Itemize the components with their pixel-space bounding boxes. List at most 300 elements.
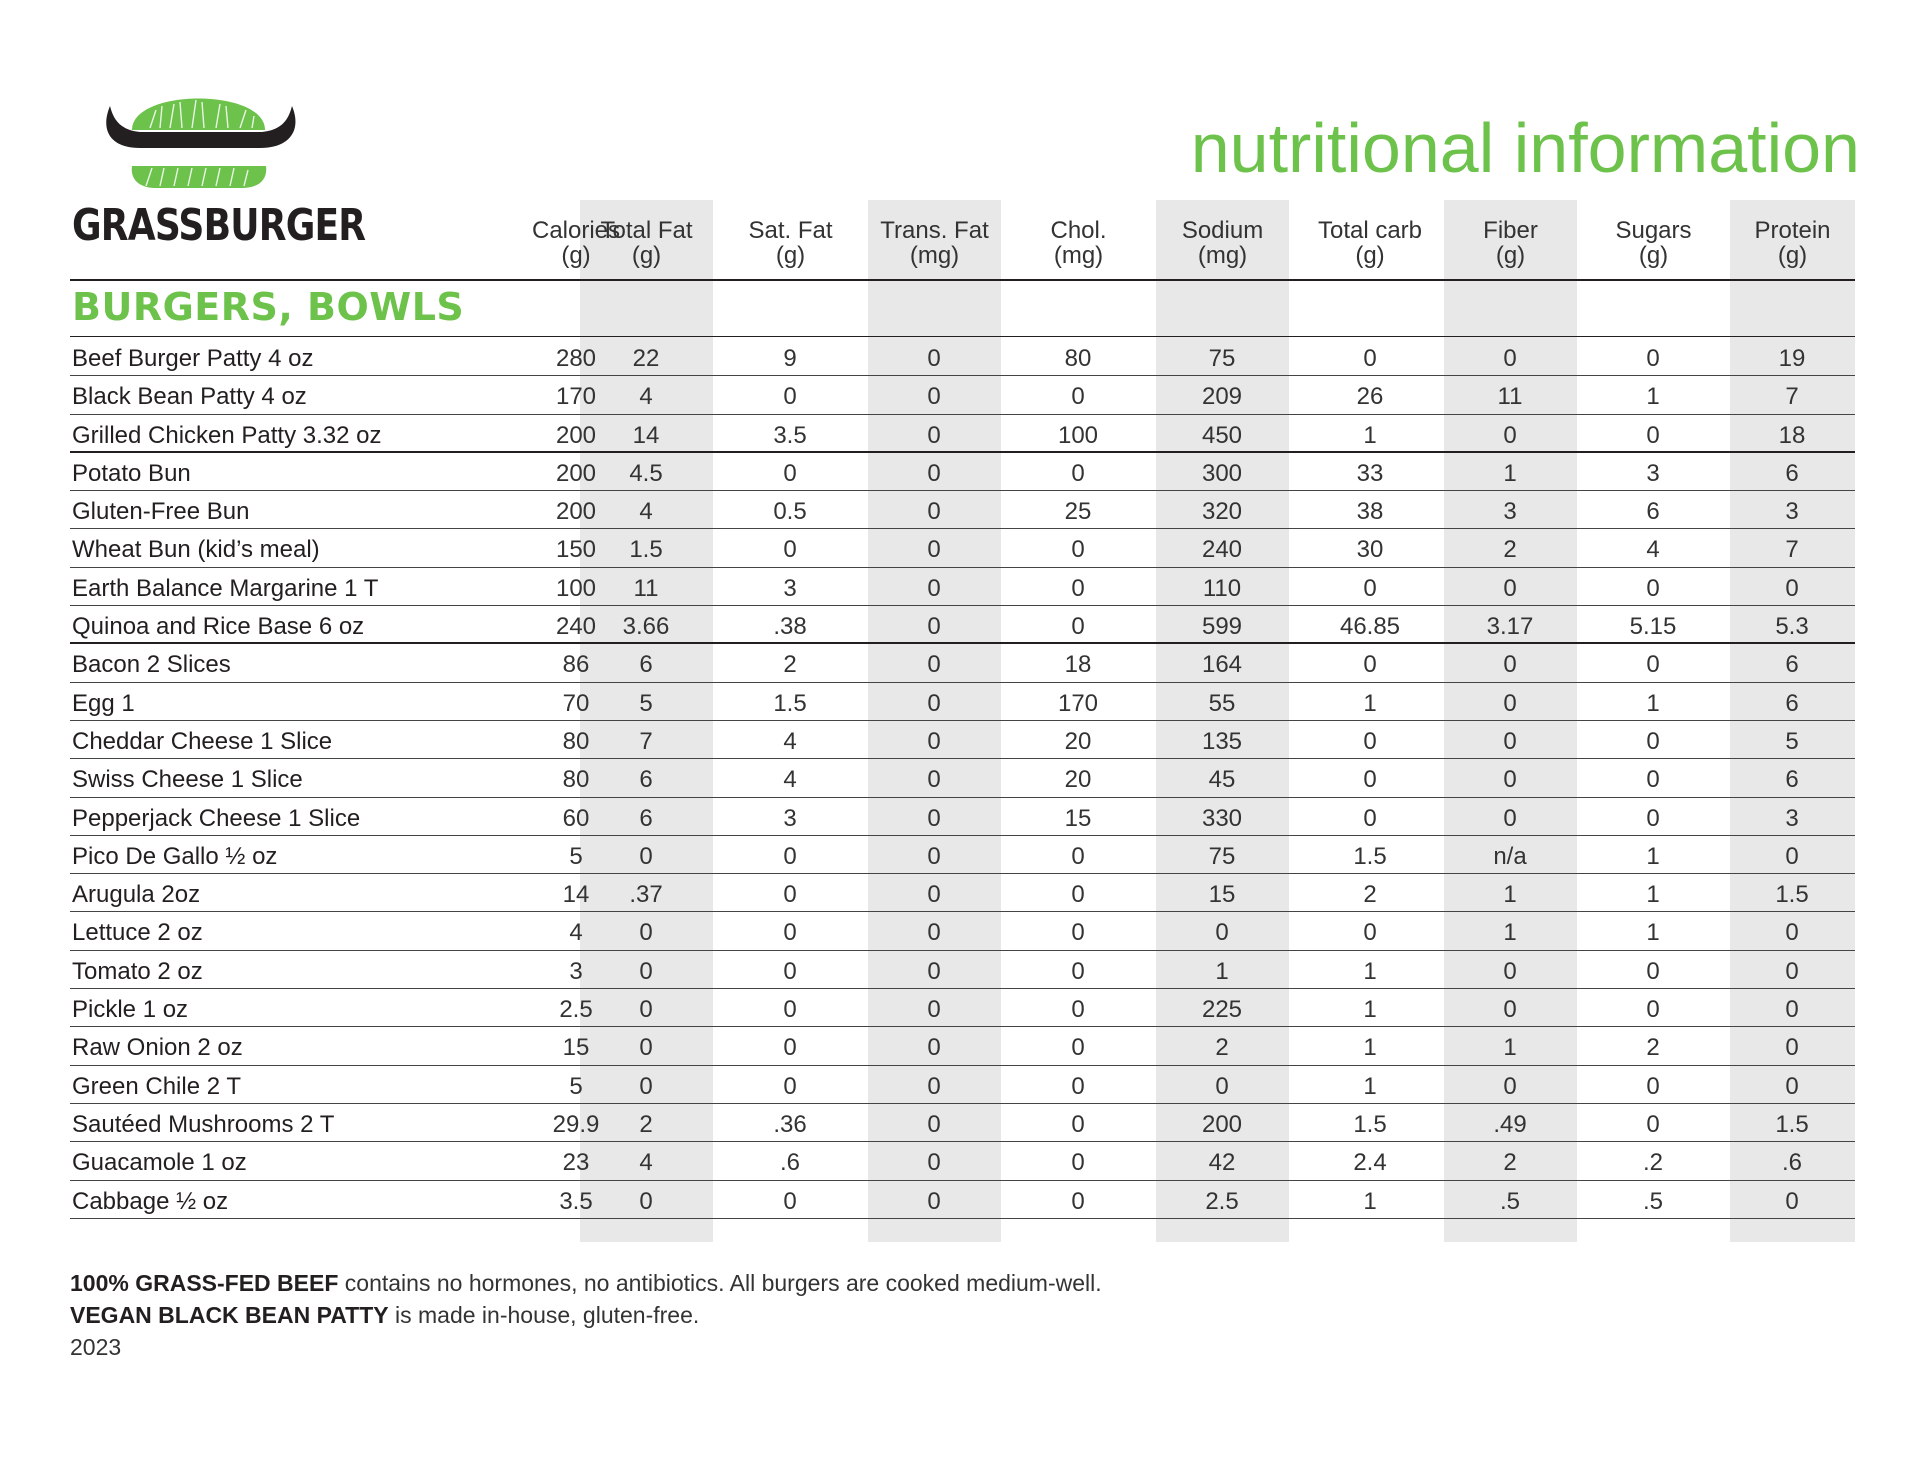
nutrient-value: 280 (555, 345, 597, 372)
nutrient-value: 0 (783, 1187, 797, 1215)
nutrient-value: 2.4 (1353, 1149, 1387, 1177)
nutrient-value: 0 (1785, 1072, 1799, 1100)
nutrient-value: 0 (1215, 1072, 1229, 1100)
nutrient-value: 0 (1503, 996, 1517, 1024)
item-name: Egg 1 (72, 689, 135, 717)
nutrient-value: 80 (562, 766, 590, 794)
item-name: Sautéed Mushrooms 2 T (72, 1110, 335, 1138)
nutrient-value: 20 (1064, 766, 1092, 794)
nutrient-value: 1 (1503, 881, 1517, 909)
nutrient-value: 6 (1785, 459, 1799, 487)
nutrient-value: 0 (1071, 1187, 1085, 1215)
nutrient-value: 6 (1785, 766, 1799, 794)
column-unit: (g) (631, 242, 662, 269)
nutrient-value: 2 (639, 1110, 653, 1138)
nutrient-value: 0 (927, 651, 941, 679)
nutrient-value: 0 (927, 996, 941, 1024)
nutrient-value: 0 (927, 766, 941, 794)
nutrient-value: 0 (1785, 1187, 1799, 1215)
nutrient-value: 0 (1363, 727, 1377, 755)
nutrient-value: .6 (1781, 1149, 1802, 1177)
column-label: Sugars (1615, 217, 1692, 244)
nutrient-value: 15 (1064, 804, 1092, 832)
table-row (70, 338, 1855, 376)
nutrient-value: 1 (1363, 689, 1377, 717)
column-header-trans-fat (868, 218, 1001, 268)
nutrient-value: 0 (1785, 842, 1799, 870)
nutrient-value: 0 (927, 1034, 941, 1062)
item-name: Swiss Cheese 1 Slice (72, 766, 303, 794)
nutrient-value: 0 (783, 842, 797, 870)
nutrient-value: 5 (639, 689, 653, 717)
footnote-text: is made in-house, gluten-free. (388, 1302, 700, 1328)
nutrient-value: 42 (1208, 1149, 1236, 1177)
footnote-vegan (70, 1302, 699, 1329)
nutrient-value: 0 (783, 957, 797, 985)
nutrient-value: 3.5 (773, 421, 807, 449)
nutrient-value: 14 (632, 421, 660, 449)
nutrient-value: 0 (1646, 957, 1660, 985)
nutrient-value: 6 (639, 804, 653, 832)
nutrient-value: 1.5 (1775, 1110, 1809, 1138)
nutrient-value: 6 (1785, 689, 1799, 717)
nutrient-value: 0 (927, 881, 941, 909)
nutrient-value: 18 (1778, 421, 1806, 449)
nutrient-value: 6 (1785, 651, 1799, 679)
nutrient-value: 9 (783, 345, 797, 372)
item-name: Wheat Bun (kid’s meal) (72, 536, 320, 564)
nutrient-value: 0 (1646, 1110, 1660, 1138)
nutrient-value: 0 (1071, 574, 1085, 602)
nutrient-value: 2 (1646, 1034, 1660, 1062)
nutrient-value: 86 (562, 651, 590, 679)
nutrient-value: 3 (1503, 498, 1517, 526)
nutrient-value: 0 (927, 689, 941, 717)
nutrient-value: 33 (1356, 459, 1384, 487)
item-name: Cabbage ½ oz (72, 1187, 229, 1215)
item-name: Bacon 2 Slices (72, 651, 231, 679)
nutrient-value: 3 (569, 957, 583, 985)
nutrient-value: 1 (1646, 919, 1660, 947)
table-row (70, 798, 1855, 836)
nutrient-value: .5 (1499, 1187, 1520, 1215)
nutrient-value: 135 (1201, 727, 1243, 755)
nutrient-value: 0 (927, 421, 941, 449)
section-divider (70, 336, 1855, 337)
nutrient-value: 0 (639, 996, 653, 1024)
nutrient-value: 1 (1646, 881, 1660, 909)
nutrient-value: 0 (1363, 345, 1377, 372)
nutrient-value: 4 (1646, 536, 1660, 564)
nutrient-value: 25 (1064, 498, 1092, 526)
column-header-protein (1730, 218, 1855, 268)
nutrient-value: 209 (1201, 383, 1243, 411)
nutrient-value: 0 (783, 996, 797, 1024)
nutrient-value: 55 (1208, 689, 1236, 717)
nutrient-value: 0 (783, 459, 797, 487)
nutrient-value: 3 (783, 804, 797, 832)
nutrient-value: 0 (1503, 345, 1517, 372)
column-label: Total carb (1317, 217, 1423, 244)
nutrient-value: 3 (1646, 459, 1660, 487)
column-label: Sodium (1181, 217, 1264, 244)
nutrient-value: 0 (1785, 919, 1799, 947)
column-unit: (g) (1638, 242, 1669, 269)
nutrient-value: 1 (1215, 957, 1229, 985)
nutrient-value: 75 (1208, 842, 1236, 870)
column-unit: (mg) (1053, 242, 1104, 269)
item-name: Pico De Gallo ½ oz (72, 842, 278, 870)
nutrient-value: 4 (639, 1149, 653, 1177)
nutrient-value: 0 (639, 957, 653, 985)
nutrient-value: 300 (1201, 459, 1243, 487)
table-row (70, 529, 1855, 567)
nutrient-value: 0 (927, 957, 941, 985)
nutrient-value: 1 (1503, 919, 1517, 947)
table-row (70, 874, 1855, 912)
column-header-sodium (1156, 218, 1289, 268)
table-row (70, 606, 1855, 644)
brand-name: GRASSBURGER (72, 200, 366, 251)
column-label: Calories (531, 217, 621, 244)
nutrient-value: 0 (927, 383, 941, 411)
nutrient-value: 0 (927, 536, 941, 564)
item-name: Earth Balance Margarine 1 T (72, 574, 379, 602)
footnote-year (70, 1334, 121, 1361)
nutrient-value: 0 (927, 459, 941, 487)
nutrient-value: 0 (1646, 1072, 1660, 1100)
nutrient-value: 0 (1785, 1034, 1799, 1062)
nutrient-value: 0 (1215, 919, 1229, 947)
nutrient-value: 0 (927, 574, 941, 602)
nutrient-value: 164 (1201, 651, 1243, 679)
nutrient-value: 23 (562, 1149, 590, 1177)
nutrient-value: 1 (1646, 689, 1660, 717)
table-row (70, 989, 1855, 1027)
nutrient-value: 0 (1503, 727, 1517, 755)
column-unit: (g) (561, 242, 591, 269)
nutrient-value: 75 (1208, 345, 1236, 372)
item-name: Quinoa and Rice Base 6 oz (72, 613, 365, 641)
nutrient-value: 150 (555, 536, 597, 564)
nutrient-value: 0 (927, 345, 941, 372)
nutrient-value: 4 (639, 498, 653, 526)
nutrient-value: 1 (1363, 421, 1377, 449)
nutrient-value: 0 (1071, 1034, 1085, 1062)
nutrient-value: 0 (783, 919, 797, 947)
nutrient-value: 2.5 (1205, 1187, 1239, 1215)
table-row (70, 1027, 1855, 1065)
table-row (70, 951, 1855, 989)
nutrient-value: 0 (1646, 421, 1660, 449)
nutrient-value: 240 (1201, 536, 1243, 564)
nutrient-value: 20 (1064, 727, 1092, 755)
nutrient-value: 46.85 (1339, 613, 1401, 641)
nutrient-value: 14 (562, 881, 590, 909)
nutrient-value: 0 (1646, 345, 1660, 372)
table-row (70, 415, 1855, 453)
nutrient-value: 0 (1503, 766, 1517, 794)
nutrient-value: 200 (1201, 1110, 1243, 1138)
column-label: Chol. (1050, 217, 1107, 244)
column-unit: (g) (1355, 242, 1385, 269)
nutrient-value: 0 (1646, 996, 1660, 1024)
nutrient-value: 0 (783, 536, 797, 564)
item-name: Tomato 2 oz (72, 957, 203, 985)
nutrient-value: 30 (1356, 536, 1384, 564)
nutrient-value: 0 (927, 1149, 941, 1177)
nutrient-value: 0 (1363, 651, 1377, 679)
table-row (70, 453, 1855, 491)
nutrient-value: 2 (1503, 1149, 1517, 1177)
nutrient-value: 0 (783, 1034, 797, 1062)
nutrient-value: .49 (1493, 1110, 1527, 1138)
column-header-fiber (1444, 218, 1577, 268)
item-name: Grilled Chicken Patty 3.32 oz (72, 421, 382, 449)
nutrient-value: 0 (927, 842, 941, 870)
nutrient-value: 0 (783, 1072, 797, 1100)
nutrient-value: 18 (1064, 651, 1092, 679)
nutrient-value: 0 (1071, 613, 1085, 641)
nutrient-value: 5.3 (1775, 613, 1809, 641)
table-row (70, 759, 1855, 797)
nutrient-value: 200 (555, 421, 597, 449)
nutrient-value: 7 (639, 727, 653, 755)
nutrient-value: .6 (779, 1149, 800, 1177)
item-name: Beef Burger Patty 4 oz (72, 345, 314, 372)
footnote-bold: VEGAN BLACK BEAN PATTY (70, 1302, 389, 1328)
nutrient-value: 6 (639, 766, 653, 794)
table-header (70, 200, 1855, 281)
nutrient-value: 0 (1646, 727, 1660, 755)
nutrient-value: 0 (927, 1110, 941, 1138)
nutrient-value: 2 (783, 651, 797, 679)
nutrient-value: 1 (1363, 1072, 1377, 1100)
item-name: Pickle 1 oz (72, 996, 189, 1024)
nutrient-value: 450 (1201, 421, 1243, 449)
column-label: Total Fat (600, 217, 693, 244)
table-row (70, 721, 1855, 759)
nutrient-value: 240 (555, 613, 597, 641)
nutrient-value: 0 (1785, 957, 1799, 985)
item-name: Pepperjack Cheese 1 Slice (72, 804, 361, 832)
column-unit: (g) (1777, 242, 1808, 269)
nutrient-value: 0 (927, 727, 941, 755)
nutrient-value: 599 (1201, 613, 1243, 641)
nutrient-value: 60 (562, 804, 590, 832)
nutrient-value: 110 (1202, 574, 1242, 602)
column-label: Fiber (1483, 217, 1538, 244)
nutrient-value: 0 (927, 919, 941, 947)
nutrient-value: 0 (1503, 421, 1517, 449)
nutrient-value: 1 (1363, 957, 1377, 985)
nutrient-value: 0 (1503, 957, 1517, 985)
nutrient-value: 0 (1503, 574, 1517, 602)
footnote-text: contains no hormones, no antibiotics. All burgers are cooked medium-well. (338, 1270, 1102, 1296)
nutrient-value: 0 (1071, 1072, 1085, 1100)
nutrient-value: 4 (783, 766, 797, 794)
column-unit: (mg) (909, 242, 960, 269)
nutrient-value: 3 (783, 574, 797, 602)
table-row (70, 836, 1855, 874)
nutrient-value: 1 (1503, 459, 1517, 487)
table-row (70, 568, 1855, 606)
nutrient-value: 38 (1356, 498, 1384, 526)
nutrient-value: 0 (1503, 651, 1517, 679)
nutrient-value: 200 (555, 459, 597, 487)
nutrient-value: 225 (1201, 996, 1243, 1024)
nutrient-value: 0 (1503, 804, 1517, 832)
nutrient-value: 1 (1363, 996, 1377, 1024)
nutrient-value: 1 (1363, 1187, 1377, 1215)
item-name: Black Bean Patty 4 oz (72, 383, 307, 411)
nutrient-value: n/a (1493, 842, 1527, 870)
nutrient-value: 100 (555, 574, 597, 602)
nutrient-value: 0 (927, 804, 941, 832)
nutrient-value: 19 (1778, 345, 1806, 372)
nutrient-value: 45 (1208, 766, 1236, 794)
nutrient-value: 4 (783, 727, 797, 755)
nutrient-value: 0 (927, 498, 941, 526)
nutrient-value: 4 (639, 383, 653, 411)
nutrient-value: 320 (1201, 498, 1243, 526)
table-row (70, 1066, 1855, 1104)
nutrient-value: 0 (783, 881, 797, 909)
column-header-chol (1012, 218, 1145, 268)
nutrient-value: 0 (1071, 996, 1085, 1024)
nutrient-value: 0 (639, 1034, 653, 1062)
nutrient-value: .38 (773, 613, 807, 641)
table-row (70, 491, 1855, 529)
nutrient-value: 0 (1363, 919, 1377, 947)
nutrient-value: 100 (1057, 421, 1099, 449)
nutrient-value: 0 (639, 1187, 653, 1215)
item-name: Potato Bun (72, 459, 191, 487)
nutrient-value: 330 (1201, 804, 1243, 832)
table-row (70, 1181, 1855, 1219)
item-name: Arugula 2oz (72, 881, 201, 909)
section-title: BURGERS, BOWLS (72, 285, 465, 329)
column-unit: (g) (1495, 242, 1526, 269)
table-row (70, 644, 1855, 682)
item-name: Cheddar Cheese 1 Slice (72, 727, 333, 755)
nutrient-value: 5 (569, 842, 583, 870)
table-body (70, 338, 1855, 1219)
nutrient-value: 2.5 (559, 996, 593, 1024)
item-name: Gluten-Free Bun (72, 498, 250, 526)
column-header-sugars (1587, 218, 1720, 268)
nutrient-value: 170 (1057, 689, 1099, 717)
table-row (70, 376, 1855, 414)
nutrient-value: 0 (1071, 1149, 1085, 1177)
column-label: Trans. Fat (880, 217, 989, 244)
nutrient-value: 0 (927, 1187, 941, 1215)
table-row (70, 912, 1855, 950)
nutrient-value: 0 (1071, 842, 1085, 870)
column-header-total-fat (580, 218, 713, 268)
nutrient-value: 2 (1363, 881, 1377, 909)
item-name: Raw Onion 2 oz (72, 1034, 243, 1062)
item-name: Green Chile 2 T (72, 1072, 241, 1100)
nutrient-value: 5 (1785, 727, 1799, 755)
column-label: Protein (1754, 217, 1831, 244)
nutrient-value: 0 (1071, 1110, 1085, 1138)
nutrient-value: 0 (1646, 574, 1660, 602)
nutrient-value: 1.5 (773, 689, 807, 717)
column-unit: (mg) (1197, 242, 1248, 269)
nutrient-value: 0 (1785, 574, 1799, 602)
nutrient-value: 3.5 (559, 1187, 593, 1215)
nutrient-value: 3 (1785, 498, 1799, 526)
nutrient-value: 0 (1071, 957, 1085, 985)
nutrient-value: 6 (1646, 498, 1660, 526)
nutrient-value: 26 (1356, 383, 1384, 411)
nutrient-value: 0 (1071, 881, 1085, 909)
nutrient-value: 6 (639, 651, 653, 679)
nutrient-value: 1 (1363, 1034, 1377, 1062)
nutrient-value: 170 (555, 383, 597, 411)
nutrient-value: 0 (1071, 919, 1085, 947)
nutrient-value: 15 (562, 1034, 590, 1062)
nutrient-value: 0 (783, 383, 797, 411)
nutrient-value: 1 (1646, 842, 1660, 870)
nutrient-value: 3.66 (622, 613, 670, 641)
footnote-grass-fed (70, 1270, 1102, 1297)
nutrient-value: 11 (633, 574, 659, 602)
nutrient-value: 0 (1071, 536, 1085, 564)
nutrient-value: 3.17 (1486, 613, 1534, 641)
footnote-bold: 100% GRASS-FED BEEF (70, 1270, 339, 1296)
nutrient-value: .5 (1642, 1187, 1663, 1215)
nutrient-value: 0 (1646, 804, 1660, 832)
column-header-total-carb (1290, 218, 1450, 268)
nutrient-value: 7 (1785, 383, 1799, 411)
page-title: nutritional information (1190, 109, 1860, 187)
column-label: Sat. Fat (748, 217, 833, 244)
table-row (70, 1142, 1855, 1180)
column-header-sat-fat (724, 218, 857, 268)
nutrient-value: 80 (562, 727, 590, 755)
nutrient-value: 2 (1503, 536, 1517, 564)
column-unit: (g) (775, 242, 806, 269)
nutrient-value: 0 (639, 1072, 653, 1100)
nutrient-value: 7 (1785, 536, 1799, 564)
nutrient-value: 0 (639, 842, 653, 870)
nutrient-value: .37 (629, 881, 663, 909)
item-name: Guacamole 1 oz (72, 1149, 247, 1177)
nutrient-value: 80 (1064, 345, 1092, 372)
nutrient-value: 1.5 (1775, 881, 1809, 909)
nutrient-value: 1 (1503, 1034, 1517, 1062)
nutrient-value: 15 (1208, 881, 1236, 909)
nutrient-value: 3 (1785, 804, 1799, 832)
nutrient-value: 0 (1071, 459, 1085, 487)
nutrient-value: 0 (927, 1072, 941, 1100)
nutrient-value: 11 (1497, 383, 1523, 411)
nutrient-value: 0.5 (773, 498, 807, 526)
nutrient-value: 0 (1646, 766, 1660, 794)
nutrient-value: 0 (1503, 1072, 1517, 1100)
nutrient-value: 0 (927, 613, 941, 641)
nutrient-value: 0 (1071, 383, 1085, 411)
nutrient-value: 200 (555, 498, 597, 526)
nutrient-value: 0 (1363, 804, 1377, 832)
nutrient-value: 0 (1503, 689, 1517, 717)
table-row (70, 683, 1855, 721)
nutrient-value: 5.15 (1629, 613, 1677, 641)
nutrient-value: 1.5 (1353, 1110, 1387, 1138)
nutrient-value: 70 (562, 689, 590, 717)
